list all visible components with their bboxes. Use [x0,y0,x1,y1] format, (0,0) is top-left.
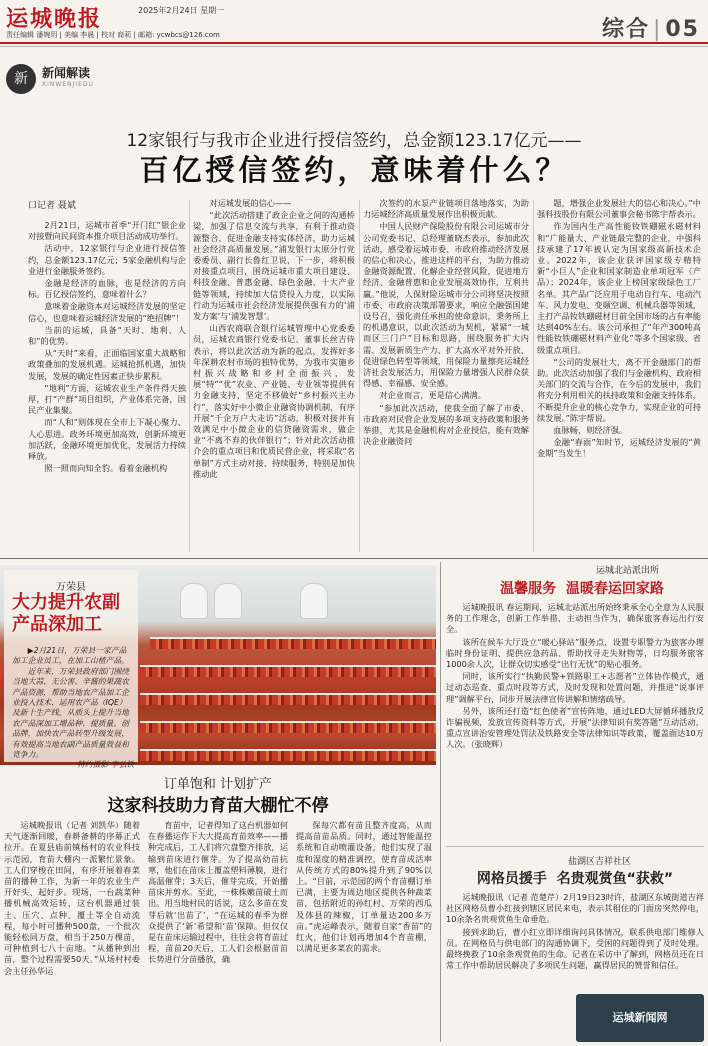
paragraph: 2月21日，运城市首季“开门红”银企业对接暨向民间资本推介项目活动成功举行。 [28,220,186,242]
paragraph: 对企业而言，更是信心满满。 [379,390,486,401]
tech-kicker: 订单饱和 计划扩产 [163,777,273,792]
column-divider [440,562,441,1042]
lead-byline: 口记者 聂斌 [28,201,76,211]
box2-headline-b: 名贵观赏鱼“获救” [556,871,674,887]
paragraph: 保每穴都有苗且整齐度高，从而提高苗苗品质。同时，通过智能温控系统和自动喷灌设备，他们实现了温度和湿度的精准调控，使育苗成活率从传统方式的80%提升到了90%以上。“目前，示范园的两个育苗棚订单已满，主要为周边地区提供各种蔬菜苗，包括附近的孙红村、万荣的西瓜及体县的辣椒，订单量达200多万亩。”虎运峰表示，随着自家“香苗”的红火，他们计划再增加4个育苗棚，以满足更多菜农的需求。 [296,820,432,954]
staff-credits: 责任编辑 潘婉玥 | 美编 李晨 | 校对 商莉 | 邮箱: ycwbcs@126.com [6,31,220,39]
issue-date: 2025年2月24日 星期一 [138,6,225,15]
lead-column-4 [537,198,701,552]
masthead [0,0,708,42]
feature-location: 万荣县 [56,582,86,593]
news-badge-icon: 新 [6,64,36,94]
paragraph: 运城晚报讯（记者 刘凯华）随着天气逐渐回暖，春耕备耕的序幕正式拉开。在夏县庙前镇杨村的农业科技示范园，育苗大棚内一派繁忙景象。工人们穿梭在田间，有序开展着春菜苗的播种工作，为新一年的农业生产开好头、起好步。现场，一台蔬菜种播机械高效运转，这台机器通过装土、压穴、点种、覆土等全自动流程，每小时可播种500盘，一个批次能轻松同万盘，相当于250万棵苗，可种植到七八十亩地。“从播种到出苗，整个过程需要50天。”从场村村委会主任孙华运 [4,820,140,976]
column-divider [533,200,534,552]
column-tag-subtitle: XINWENJIEDU [42,81,94,88]
lead-column-1 [28,220,186,552]
column-divider [359,200,360,552]
paragraph: 运城晚报讯（记者 范楚芹）2月19日23时许，盐湖区东城街道吉祥社区网格员曹小红接到辖区居民来电，表示其租住的门面房突然停电，10余条名贵观赏鱼生命垂危。 [446,892,704,925]
section-label: 综合 | 05 [601,17,700,42]
masthead-rule-thin [0,46,708,47]
paragraph: 血脉畅，则经济强。 [553,425,628,436]
box1-body [446,602,704,838]
drying-tray [140,693,436,705]
tech-headline: 这家科技助力育苗大棚忙不停 [107,796,329,816]
worker-figure [180,583,208,619]
box1-title: 运城北站派出所 [596,566,660,576]
worker-figure [300,583,328,619]
paragraph: 该所在候车大厅设立“暖心驿站”服务点，设置专职警力为旅客办理临时身份证明、提供应急药品、帮助找寻走失财物等，日均服务旅客1000余人次，让群众切实感受“出行无忧”的贴心服务。 [446,636,704,670]
paragraph: 育苗中，记者得知了这台机器如何在春播运作下大大提高育苗效率——播种完成后，工人们将穴盘整齐排放，运输到苗床进行催芽。为了提高幼苗抗寒，他们在苗床上覆盖塑料薄膜，进行高温催芽；3天后，催芽完成，开始播苗床并剪水。至此，一株株嫩苗破土而出。用当地村民的话说，这么多苗在发芽后就‘出苗了’，“在运城的春季为群众提供了‘新’希望和‘苗’保障。但仅仅是在苗床运输过程中，往往会将育苗过程，苗苗20天后，工人们会根据苗苗长势进行分苗播放，确 [148,820,288,965]
paragraph: “公司的发展壮大，离不开金融部门的帮助。此次活动加强了我们与金融机构、政府相关部门的交流与合作，在今后的发展中，我们将充分利用相关的扶持政策和金融支持体系，不断提升企业的核心竞争力，实现企业的可持续发展。”陈宇帮说。 [537,356,701,423]
paragraph: 照一照而向知全豹。看着金融机构 [44,463,168,474]
tech-column-2 [148,820,288,1042]
watermark-logo: 运城新闻网 [576,994,704,1042]
feature-headline: 大力提升农副产品深加工 [12,592,120,635]
paragraph: 意味着金融资本对运城经济发展的坚定信心，也意味着运城经济发展的“绝招牌”！ [28,301,186,323]
box1-headline-a: 温馨服务 [500,581,557,597]
drying-tray [140,665,436,677]
paragraph: ▶2月21日，万荣县一家产品加工企业员工，在加工山楂产品。 [12,646,129,666]
box2-title: 盐湖区吉祥社区 [568,857,632,867]
drying-tray [140,721,436,733]
box-divider [446,846,704,847]
paragraph: 对运城发展的信心—— [209,198,292,208]
feature-caption [12,646,134,771]
drying-tray [150,637,436,649]
paragraph: 同时，该所实行“执勤民警+铁路职工+志愿者”立体协作模式，通过动态巡查、重点时段等方式，及时发现和处置问题，并推进“说事评理”调解平台，同步开展法律宣传讲解和情绪疏导。 [446,671,704,704]
paragraph: 近年来，万荣县政府部门围绕当地大蒜、无公害、辛酱的果蔬农产品资源，帮助当地农产品加工企业投入技术、运用农产品（IQE）及新十生产线，从质头上提升当地农产品深加工增品种、提质量、创品牌，加快农产品转型升级发展，有效提高当地农副产品质量效益和竞争力。 [12,666,129,760]
tech-column-3 [296,820,432,1042]
paragraph: 当前的运城，具备“天时、地利、人和”的优势。 [28,324,186,347]
paragraph: 作为国内生产高性能钕铁硼磁永磁材料和“广能量大、产业链最完整的企业，中强科技承建了17年被认定为国家级高新技术企业。2022年，该企业获评国家级专精特新“小巨人”企业和国家制造业单项冠军（产品）；2024年，该企业上榜国家级绿色工厂名单。其产品广泛应用于电动自行车、电动汽车、风力发电、变频空调、机械兵器等领域，主打产品钕铁硼磁材目前全国市场的占有率能达到40%左右。该公司承担了“年产300吨高性能钕铁硼磁材料产业化”等多个国家级、省级重点项目。 [537,221,701,355]
paragraph: 山西农商联合银行运城管理中心党委委员，运城农商银行党委书记、董事长丝吉侍表示，将以此次活动为新的起点，发挥好多年深耕农村市场的独特优势，为我市实施乡村振兴战略和乡村全面振兴，发展“特”“优”农业、产业链、专业领等提供有力金融支持，坚定不移做好“乡村振兴主办行”，落实好中小微企业融资协调机制，有序开展“千企万户大走访”活动，积极对接并有效满足中小微企业的信贷融资需求，做企业“不离不弃的伙伴银行”；针对此次活动推介会的重点项目和优质民营企业，将采取“名单制”方式主动对接、持续服务，特别是加快推动此 [193,323,355,479]
paragraph: 另外，该所还打造“红色使者”宣传阵地，通过LED大屏循环播放反诈骗视频，发放宣传资料等方式，开展“法律知识有奖答题”互动活动，重点宣讲治安管理处罚法及铁路安全等法律知识等政策，覆盖面达10万人次。（张晓辉） [446,705,704,750]
lead-headline: 百亿授信签约，意味着什么？ [139,153,569,187]
paragraph: 金融是经济的血脉，也是经济的方向标。百亿授信签约，意味着什么？ [28,278,186,300]
section-divider [0,558,708,559]
page-number: 05 [665,17,700,42]
newspaper-logo: 运城晚报 [6,6,103,32]
paragraph: “地利”方面，运城农业生产条件得天独厚，打“产群”项目组织，产业体系完备，国民产业集聚。 [28,382,186,416]
masthead-rule [0,42,708,44]
box2-headline [446,868,704,888]
paragraph: 活动中，12家银行与企业进行授信签约，总金额123.17亿元；5家金融机构与企业进行金融服务签约。 [28,243,186,276]
paragraph: 题，增强企业发展壮大的信心和决心。”中强科技股份有限公司董事会秘书陈宇帮表示。 [537,198,701,220]
paragraph: “参加此次活动，使我全面了解了市委、市政府对民营企业发展的多项支持政策和服务举措，尤其是金融机构对企业授信，能有效解决企业融资问 [363,402,529,447]
box1-headline-b: 温暖春运回家路 [565,581,664,597]
box1-headline [462,578,702,598]
section-name: 综合 [601,17,650,42]
worker-figure [214,583,242,619]
column-tag-title: 新闻解读 [42,66,91,80]
lead-column-3 [363,198,529,552]
paragraph: 接到求助后，曹小红立即详细询问具体情况，联系供电部门维修人员。在网格员与供电部门的沟通协调下，受困的问题得到了及时处理。最终挽救了10余条观赏鱼的生命。记者在采访中了解到，网格员还在日常工作中帮助居民解决了多项民生问题，赢得居民的赞誉和信任。 [446,926,704,971]
paragraph: 金融“春雨”知时节，运城经济发展的“黄金期”当发生！ [537,437,701,459]
column-tag [6,64,116,100]
lead-subhead: 12家银行与我市企业进行授信签约，总金额123.17亿元—— [126,131,582,151]
column-divider [189,200,190,552]
paragraph: 中国人民财产保险股份有限公司运城市分公司党委书记、总经理董晓杰表示，参加此次活动，感受着运城市委、市政府推动经济发展的信心和决心，推进这样的平台，为助力推动金融资源配置、化解企业经营风险，促进地方经济、金融普惠和企业发展高效协作，互利共赢。”他说，人保财险运城市分公司将坚决按照市委、市政府决策部署要求，响应全融强国建设号召，强化责任承担的使命意识，秉务所上的机遇意识，以此次活动为契机，紧紧“一城而区三门户”目标和思路，围绕服务扩大内需、发展新质生产力、扩大高水平对外开放、促进绿色转型等领域，用保险力量擦亮运城经济社会发展活力，用保险力量增强人民群众获得感、幸福感、安全感。 [363,221,529,389]
tech-column-1 [4,820,140,1042]
paragraph: “此次活动搭建了政企企业之间的沟通桥梁，加强了信息交流与共享，有利于推动资源整合，促进金融支持实体经济，助力运城社会经济高质量发展。”浦发银行太原分行党委委员、副行长鲁红卫说，下一步，将积极对接重点项目，围绕运城市重大项目建设、科技金融、普惠金融、绿色金融、十大产业链等领域，持续加大信贷投入力度，以实际行动为运城市社会经济发展提供强有力的‘浦发方案’与‘浦发智慧’。 [193,210,355,322]
paragraph: 次签约的水泵产业链项目落地落实，为助力运城经济高质量发展作出积极贡献。 [363,198,529,220]
lead-column-2 [193,198,355,552]
paragraph: 从“天时”来看，正面临国家重大战略和政策叠加的发展机遇。运城抢抓机遇，加快发展，发展的确定性因素正快步累积。 [28,348,186,381]
drying-tray [140,749,436,761]
box2-headline-a: 网格员援手 [476,871,547,887]
paragraph: 而“人和”则体现在全市上下凝心聚力、人心思进。政务环境更加高效，创新环境更加活跃，金融环境更加优化，发展活力持续释放。 [28,417,186,462]
paragraph: 运城晚报讯 春运期间，运城北站派出所始终秉承全心全意为人民服务的工作理念，创新工作举措，主动担当作为，确保旅客春运出行安全。 [446,602,704,635]
photo-credit: 特约摄影 李弘铁 [76,760,134,770]
